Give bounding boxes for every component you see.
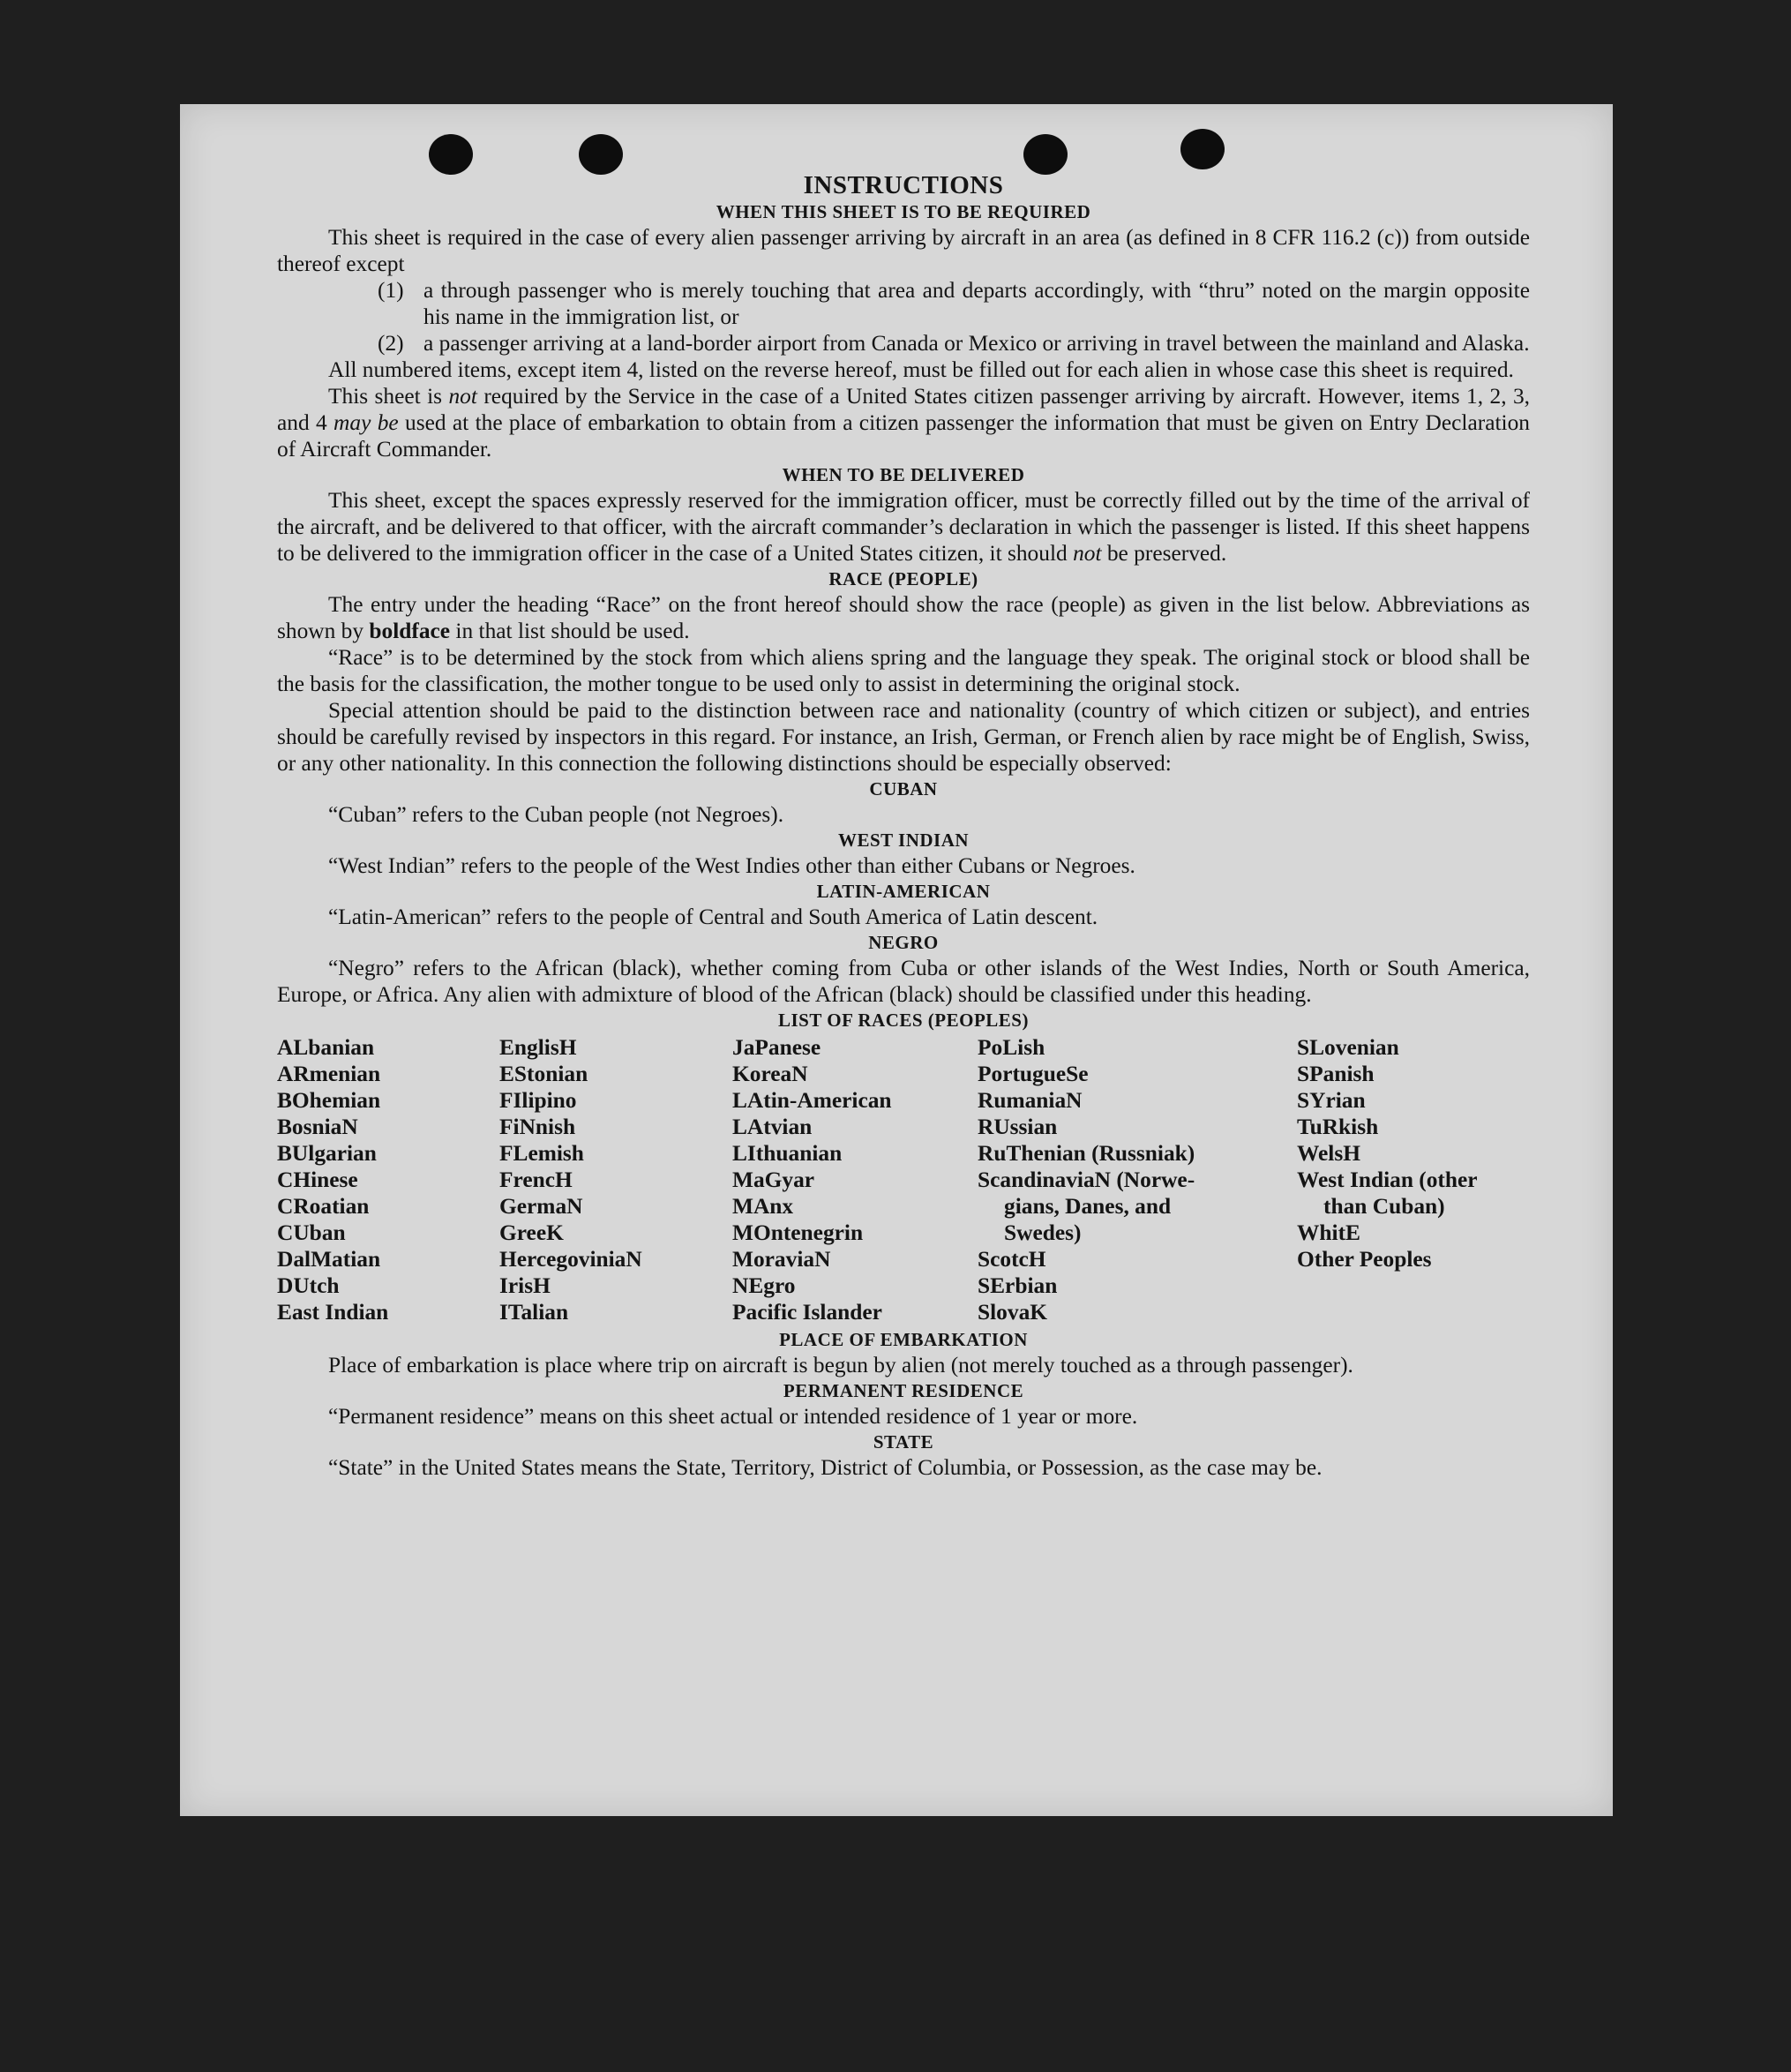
race-entry: West Indian (other [1297, 1167, 1478, 1192]
race-list [277, 1034, 1530, 1325]
section-heading: LIST OF RACES (PEOPLES) [778, 1010, 1029, 1031]
list-number: (2) [378, 331, 404, 356]
race-entry: gians, Danes, and [1004, 1194, 1172, 1219]
race-entry: MaGyar [732, 1167, 815, 1192]
race-entry: SPanish [1297, 1062, 1375, 1086]
race-entry: than Cuban) [1323, 1194, 1445, 1219]
paragraph: “West Indian” refers to the people of the West Indies other than either Cubans or Negroes. [328, 853, 1135, 878]
race-entry: MOntenegrin [732, 1220, 864, 1245]
race-entry: WelsH [1297, 1141, 1360, 1166]
paragraph: “Permanent residence” means on this sheet actual or intended residence of 1 year or more. [328, 1404, 1138, 1429]
paragraph: Special attention should be paid to the distinction between race and nationality (country of which citizen or subject), and entries should be carefully revised by inspectors in this regard. For instance, an Irish, German, or French alien by race might be of English, Swiss, or any other nationality. In this connection the following distinctions should be especially observed: [277, 698, 1530, 776]
paragraph: This sheet is required in the case of every alien passenger arriving by aircraft in an area (as defined in 8 CFR 116.2 (c)) from outside thereof except [277, 225, 1530, 276]
race-entry: CHinese [277, 1167, 358, 1192]
section-heading: WHEN TO BE DELIVERED [782, 464, 1025, 485]
race-entry [1297, 1272, 1528, 1299]
race-entry: NEgro [732, 1273, 796, 1298]
list-text: a through passenger who is merely touching that area and departs accordingly, with “thru” noted on the margin opposite his name in the immigration list, or [423, 278, 1530, 329]
race-entry: JaPanese [732, 1035, 821, 1060]
race-entry: ScotcH [978, 1247, 1046, 1272]
section-heading: STATE [873, 1431, 934, 1453]
race-entry: BUlgarian [277, 1141, 377, 1166]
section-heading: RACE (PEOPLE) [828, 568, 978, 589]
section-heading: PLACE OF EMBARKATION [779, 1329, 1028, 1350]
paragraph: “Cuban” refers to the Cuban people (not Negroes). [328, 802, 784, 827]
race-entry: RuThenian (Russniak) [978, 1141, 1195, 1166]
race-entry [1297, 1299, 1528, 1325]
paragraph: Place of embarkation is place where trip on aircraft is begun by alien (not merely touched as a through passenger). [328, 1353, 1353, 1378]
paragraph: The entry under the heading “Race” on the front hereof should show the race (people) as given in the list below. Abbreviations as shown by boldface in that list should be used. [277, 592, 1530, 643]
list-text: a passenger arriving at a land-border airport from Canada or Mexico or arriving in travel between the mainland and Alaska. [423, 331, 1530, 356]
race-entry: Swedes) [1004, 1220, 1082, 1245]
section-heading: CUBAN [869, 778, 938, 800]
race-entry: RUssian [978, 1115, 1058, 1139]
instructions-body [277, 169, 1530, 1481]
race-entry: SErbian [978, 1273, 1058, 1298]
race-entry: CUban [277, 1220, 346, 1245]
section-heading: WEST INDIAN [837, 830, 970, 851]
section-heading: LATIN-AMERICAN [816, 881, 991, 902]
race-entry: DUtch [277, 1273, 340, 1298]
race-entry: PortugueSe [978, 1062, 1089, 1086]
page-title: INSTRUCTIONS [803, 171, 1004, 199]
race-entry: HercegoviniaN [499, 1247, 642, 1272]
race-entry: SlovaK [978, 1300, 1048, 1325]
race-entry: FLemish [499, 1141, 584, 1166]
race-entry: KoreaN [732, 1062, 808, 1086]
list-item [378, 330, 1530, 357]
paragraph: “Latin-American” refers to the people of Central and South America of Latin descent. [328, 905, 1098, 929]
race-entry: GermaN [499, 1194, 583, 1219]
race-entry: SLovenian [1297, 1035, 1399, 1060]
paragraph: “State” in the United States means the State, Territory, District of Columbia, or Possession, as the case may be. [328, 1455, 1323, 1480]
race-entry: MoraviaN [732, 1247, 831, 1272]
race-entry: ALbanian [277, 1035, 375, 1060]
race-entry: ARmenian [277, 1062, 381, 1086]
race-entry: IrisH [499, 1273, 551, 1298]
race-entry: SYrian [1297, 1088, 1366, 1113]
race-entry: East Indian [277, 1300, 389, 1325]
section-heading: WHEN THIS SHEET IS TO BE REQUIRED [716, 201, 1091, 222]
race-entry: ITalian [499, 1300, 569, 1325]
race-entry: TuRkish [1297, 1115, 1379, 1139]
paragraph: All numbered items, except item 4, listed on the reverse hereof, must be filled out for each alien in whose case this sheet is required. [328, 357, 1514, 382]
paragraph: This sheet is not required by the Service in the case of a United States citizen passenger arriving by aircraft. However, items 1, 2, 3, and 4 may be used at the place of embarkation to obtain from a citizen passenger the information that must be given on Entry Declaration of Aircraft Commander. [277, 384, 1530, 462]
race-entry: Other Peoples [1297, 1247, 1432, 1272]
document-page [180, 104, 1613, 1816]
list-item [378, 277, 1530, 330]
race-entry: PoLish [978, 1035, 1045, 1060]
race-entry: FrencH [499, 1167, 573, 1192]
section-heading: PERMANENT RESIDENCE [783, 1380, 1024, 1401]
race-entry: RumaniaN [978, 1088, 1083, 1113]
race-entry: LAtin-American [732, 1088, 892, 1113]
race-entry: BOhemian [277, 1088, 381, 1113]
race-entry: EStonian [499, 1062, 588, 1086]
race-entry: LAtvian [732, 1115, 813, 1139]
race-entry: DalMatian [277, 1247, 381, 1272]
race-entry: CRoatian [277, 1194, 370, 1219]
list-number: (1) [378, 278, 404, 303]
race-entry: ScandinaviaN (Norwe- [978, 1167, 1195, 1192]
race-entry: BosniaN [277, 1115, 358, 1139]
punch-hole [1180, 129, 1225, 169]
paragraph: “Race” is to be determined by the stock from which aliens spring and the language they speak. The original stock or blood shall be the basis for the classification, the mother tongue to be used only to assist in determining the original stock. [277, 645, 1530, 696]
race-entry: EnglisH [499, 1035, 577, 1060]
paragraph: “Negro” refers to the African (black), whether coming from Cuba or other islands of the West Indies, North or South America, Europe, or Africa. Any alien with admixture of blood of the African (black) should be classified under this heading. [277, 956, 1530, 1007]
paragraph: This sheet, except the spaces expressly reserved for the immigration officer, must be correctly filled out by the time of the arrival of the aircraft, and be delivered to that officer, with the aircraft commander’s declaration in which the passenger is listed. If this sheet happens to be delivered to the immigration officer in the case of a United States citizen, it should not be preserved. [277, 488, 1530, 566]
race-entry: WhitE [1297, 1220, 1360, 1245]
race-entry: LIthuanian [732, 1141, 843, 1166]
race-entry: FIlipino [499, 1088, 577, 1113]
race-entry: MAnx [732, 1194, 794, 1219]
race-entry: Pacific Islander [732, 1300, 882, 1325]
section-heading: NEGRO [868, 932, 939, 953]
race-entry: GreeK [499, 1220, 564, 1245]
race-entry: FiNnish [499, 1115, 576, 1139]
